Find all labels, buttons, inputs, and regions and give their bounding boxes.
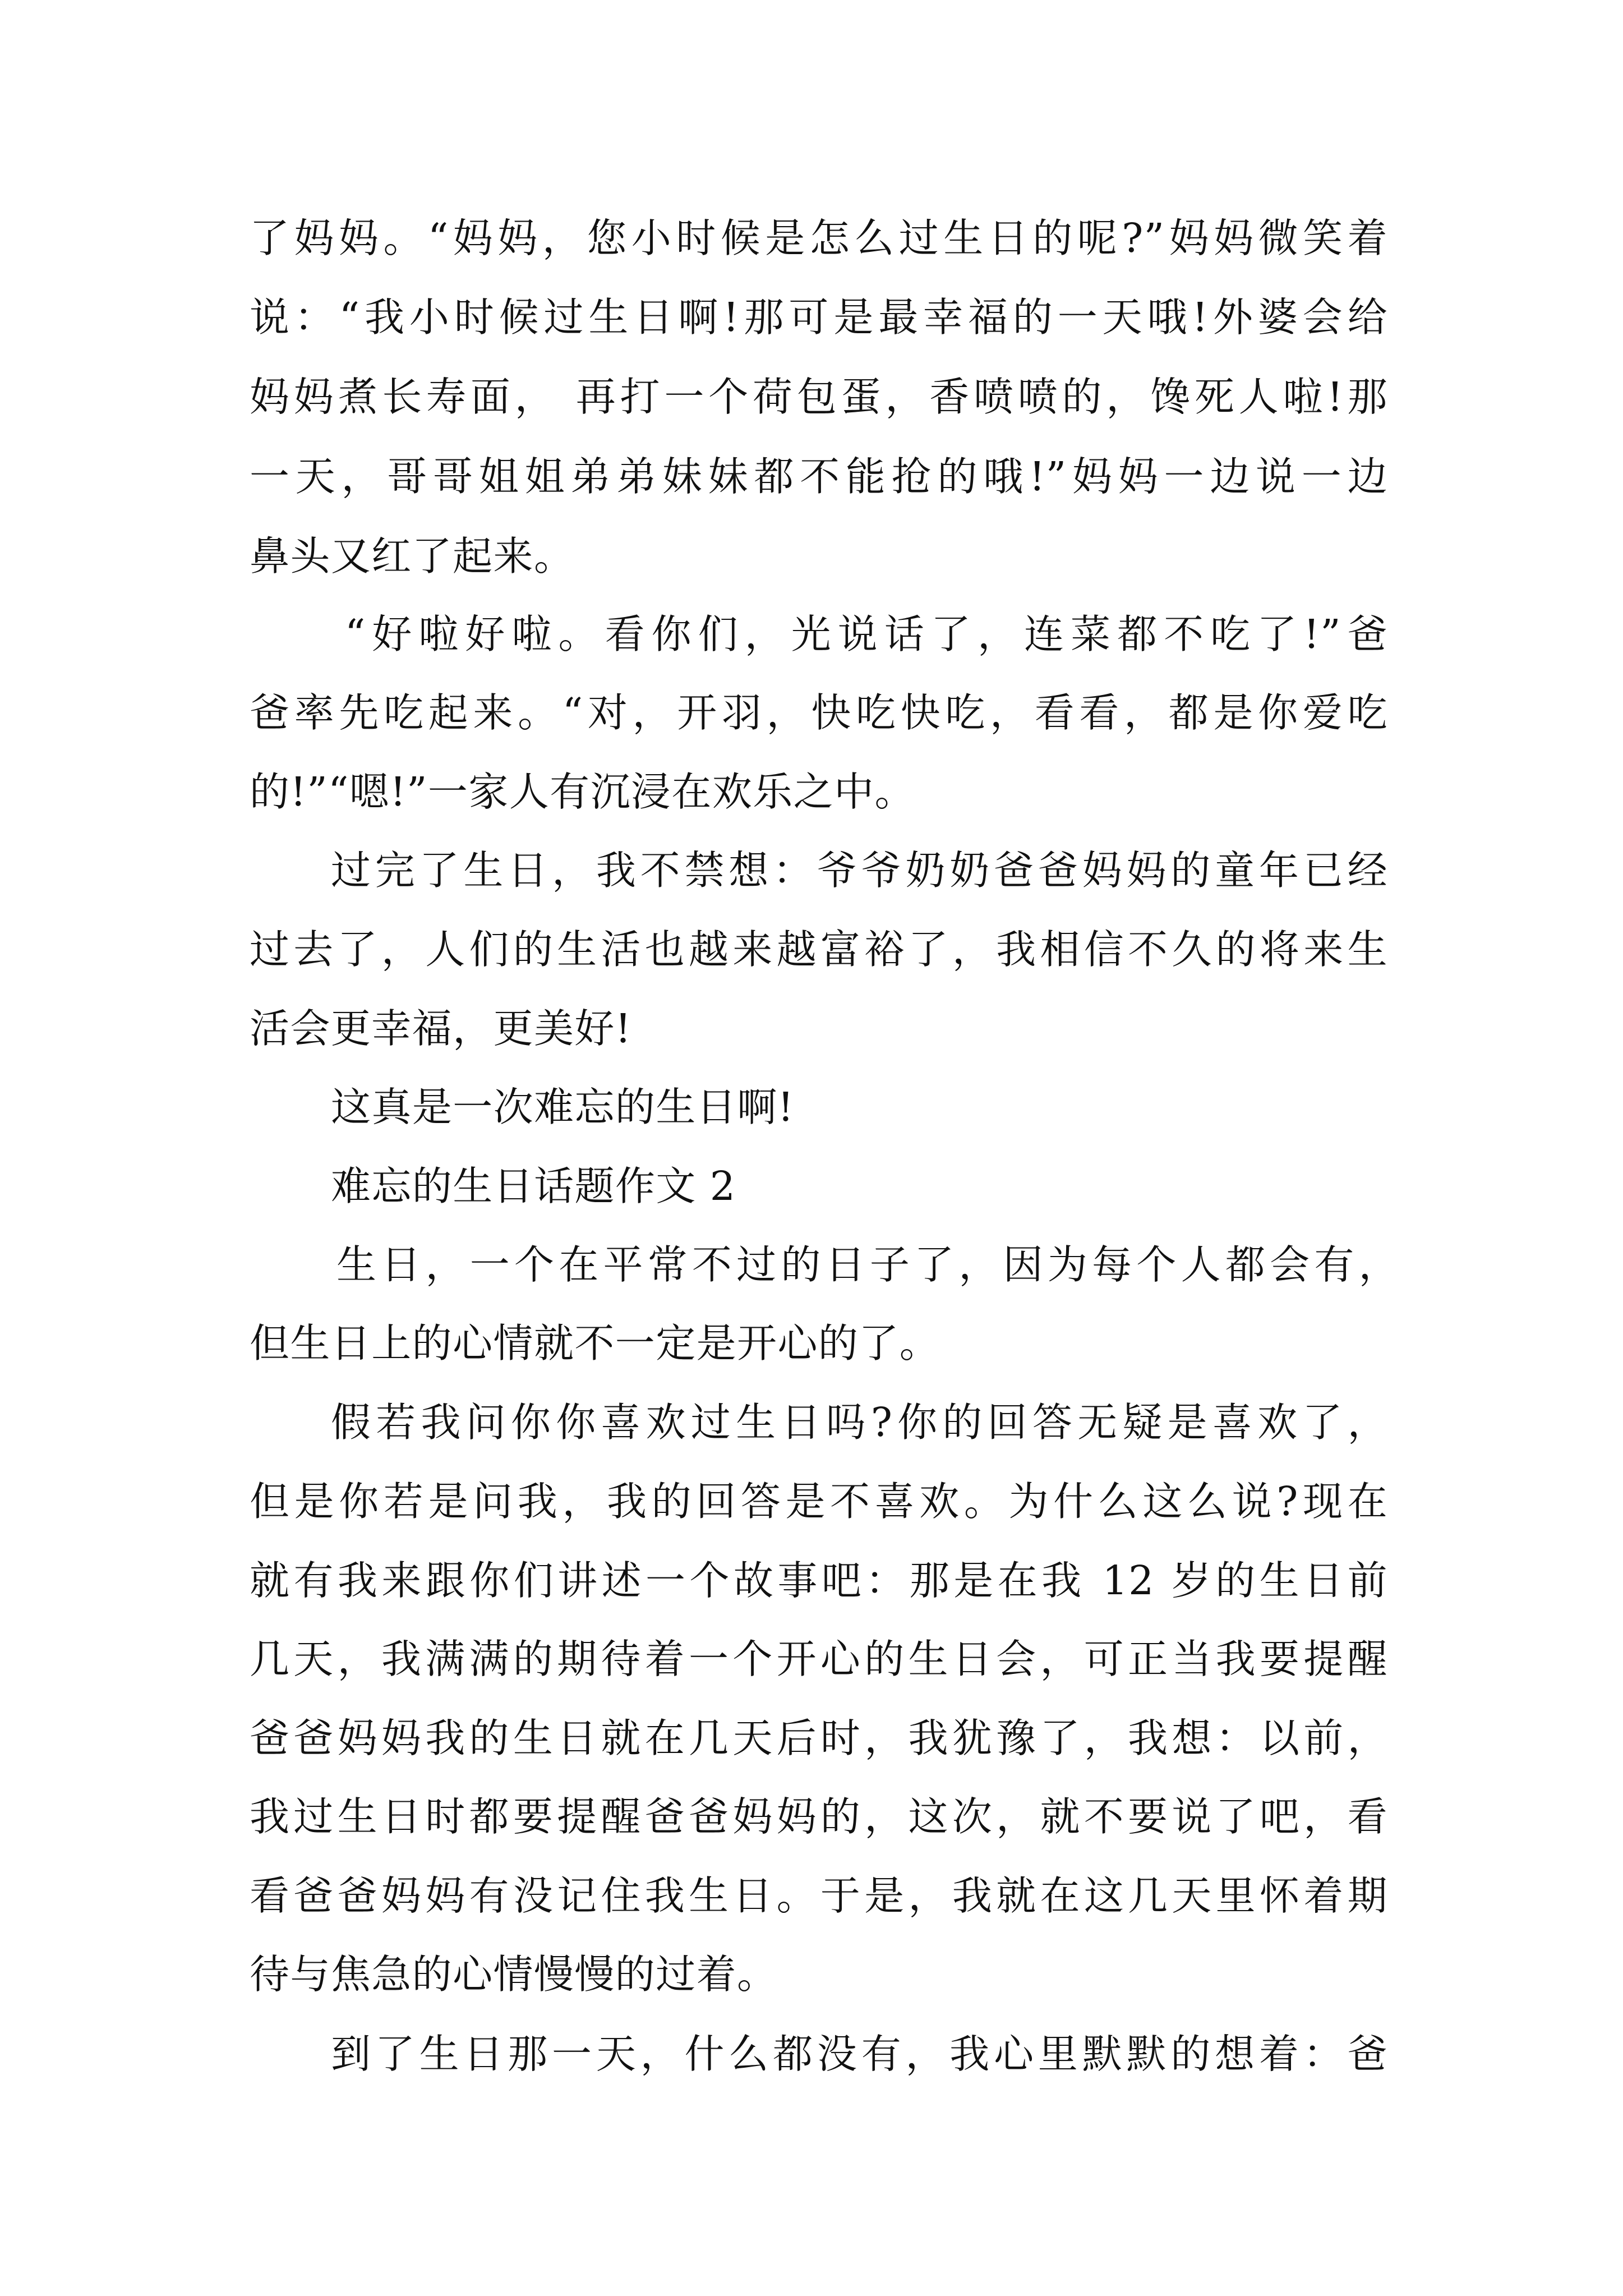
text-line: 鼻头又红了起来。 [250,533,575,579]
paragraph-first-line: “好啦好啦。看你们，光说话了，连菜都不吃了!”爸 [345,611,1388,657]
paragraph-first-line: 这真是一次难忘的生日啊! [331,1084,795,1130]
text-line: 我过生日时都要提醒爸爸妈妈的，这次，就不要说了吧，看 [250,1793,1388,1840]
text-line: 待与焦急的心情慢慢的过着。 [250,1951,778,1998]
paragraph-first-line: 过完了生日，我不禁想：爷爷奶奶爸爸妈妈的童年已经 [331,847,1388,894]
section-heading: 难忘的生日话题作文 2 [331,1163,736,1209]
text-line: 但是你若是问我，我的回答是不喜欢。为什么这么说?现在 [250,1478,1388,1525]
text-line: 活会更幸福，更美好! [250,1005,632,1052]
text-line: 过去了，人们的生活也越来越富裕了，我相信不久的将来生 [250,926,1388,973]
text-line: 了妈妈。“妈妈，您小时候是怎么过生日的呢?”妈妈微笑着 [250,215,1388,261]
text-line: 说：“我小时候过生日啊!那可是最幸福的一天哦!外婆会给 [250,294,1388,341]
text-line: 爸爸妈妈我的生日就在几天后时，我犹豫了，我想：以前， [250,1715,1388,1761]
text-line: 几天，我满满的期待着一个开心的生日会，可正当我要提醒 [250,1636,1388,1682]
text-line: 的!”“嗯!”一家人有沉浸在欢乐之中。 [250,769,915,815]
paragraph-first-line: 到了生日那一天，什么都没有，我心里默默的想着：爸 [331,2031,1388,2077]
text-line: 看爸爸妈妈有没记住我生日。于是，我就在这几天里怀着期 [250,1872,1388,1919]
text-line: 妈妈煮长寿面， 再打一个荷包蛋，香喷喷的，馋死人啦!那 [250,374,1388,420]
paragraph-first-line: 假若我问你你喜欢过生日吗?你的回答无疑是喜欢了， [331,1399,1388,1446]
text-line: 就有我来跟你们讲述一个故事吧：那是在我 12 岁的生日前 [250,1557,1388,1604]
text-line: 一天，哥哥姐姐弟弟妹妹都不能抢的哦!”妈妈一边说一边 [250,453,1388,500]
text-line: 爸率先吃起来。“对，开羽，快吃快吃，看看，都是你爱吃 [250,689,1388,736]
paragraph-first-line: 生日，一个在平常不过的日子了，因为每个人都会有， [336,1241,1399,1288]
text-line: 但生日上的心情就不一定是开心的了。 [250,1320,940,1366]
